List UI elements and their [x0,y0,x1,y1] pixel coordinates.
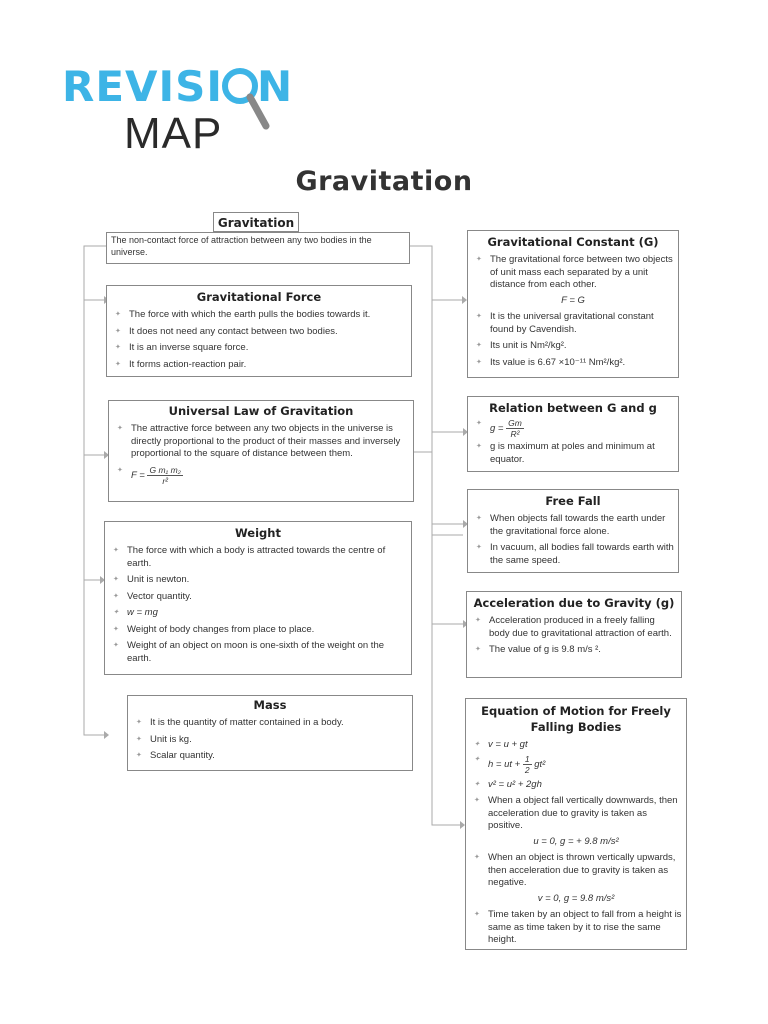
list-item: ✦ The force with which a body is attracted towards the centre of earth. [109,545,407,570]
equations-box [465,698,687,950]
gravitational-constant-title: Gravitational Constant (G) [487,235,659,249]
formula: v = 0, g = 9.8 m/s² [537,892,615,904]
fraction [506,418,524,439]
equation: ✦ v² = u² + 2gh [470,779,682,792]
gravitational-force-title: Gravitational Force [196,290,322,304]
universal-law-box [108,400,414,502]
list-item: ✦ The force with which the earth pulls the bodies towards it. [111,309,407,322]
fraction-numerator: Gm [508,418,522,428]
gravitational-constant-box [467,230,679,378]
universal-law-title: Universal Law of Gravitation [168,404,354,418]
mass-title: Mass [253,698,287,712]
list-item: ✦ w = mg [109,607,407,620]
page-title: Gravitation [295,166,473,197]
list-item: ✦ Time taken by an object to fall from a height is same as time taken by it to rise the same height. [470,909,682,947]
list-item: ✦ When objects fall towards the earth under the gravitational force alone. [472,513,674,538]
list-item: ✦ It does not need any contact between two bodies. [111,326,407,339]
list-item: ✦ Its value is 6.67 ×10⁻¹¹ Nm²/kg². [472,357,674,370]
list-item: ✦ g is maximum at poles and minimum at equator. [472,441,674,466]
fraction-denominator: r² [162,475,169,486]
list-item: ✦ In vacuum, all bodies fall towards earth with the same speed. [472,542,674,567]
acceleration-box [466,591,682,678]
formula: F = G [561,294,585,306]
list-item: ✦ It is the universal gravitational constant found by Cavendish. [472,311,674,336]
list-item: ✦ Acceleration produced in a freely falling body due to gravitational attraction of earth. [471,615,677,640]
list-item: ✦ It forms action-reaction pair. [111,359,407,372]
fraction-numerator: 1 [524,753,530,764]
fraction-denominator: 2 [524,764,530,775]
list-item: ✦ The attractive force between any two objects in the universe is directly proportional to the product of their masses and inversely proportional to the square of distance between them. [113,423,409,461]
equation [470,754,682,775]
list-item: ✦ Scalar quantity. [132,750,408,763]
list-item: ✦ Weight of an object on moon is one-sixth of the weight on the earth. [109,640,407,665]
list-item: ✦ The gravitational force between two objects of unit mass each separated by a unit distance from each other. [472,254,674,292]
weight-title: Weight [235,526,281,540]
list-item: ✦ Unit is kg. [132,734,408,747]
fraction [523,754,532,775]
fraction [147,465,182,486]
equation-rhs: gt² [534,758,546,770]
gravitational-force-box [106,285,412,377]
logo-text-end: N [257,62,294,111]
acceleration-title: Acceleration due to Gravity (g) [473,596,675,610]
free-fall-title: Free Fall [545,494,601,508]
equation-lhs: h = ut + [488,758,521,770]
root-definition: The non-contact force of attraction between any two bodies in the universe. [106,232,410,264]
list-item: ✦ It is an inverse square force. [111,342,407,355]
relation-title: Relation between G and g [489,401,657,415]
fraction-denominator: R² [510,429,520,439]
free-fall-box [467,489,679,573]
relation-box [467,396,679,472]
list-item: ✦ Vector quantity. [109,591,407,604]
logo-map: MAP [124,109,223,158]
root-label: Gravitation [213,212,299,232]
logo-text: REVISI [62,62,224,111]
formula-lhs: F = [131,469,145,481]
formula-item [472,418,674,439]
equation: ✦ v = u + gt [470,739,682,752]
list-item: ✦ When an object is thrown vertically upwards, then acceleration due to gravity is taken as negative. [470,852,682,890]
list-item: ✦ Its unit is Nm²/kg². [472,340,674,353]
formula: u = 0, g = + 9.8 m/s² [533,835,619,847]
list-item: ✦ The value of g is 9.8 m/s ². [471,644,677,657]
mass-box [127,695,413,771]
list-item: ✦ Weight of body changes from place to place. [109,624,407,637]
weight-box [104,521,412,675]
formula-lhs: g = [490,423,504,435]
list-item: ✦ It is the quantity of matter contained in a body. [132,717,408,730]
list-item: ✦ Unit is newton. [109,574,407,587]
list-item: ✦ When a object fall vertically downwards, then acceleration due to gravity is taken as positive. [470,795,682,833]
fraction-numerator: G m₁ m₂ [149,464,181,475]
formula-item [113,465,409,486]
equations-title: Equation of Motion for Freely Falling Bodies [481,704,671,734]
